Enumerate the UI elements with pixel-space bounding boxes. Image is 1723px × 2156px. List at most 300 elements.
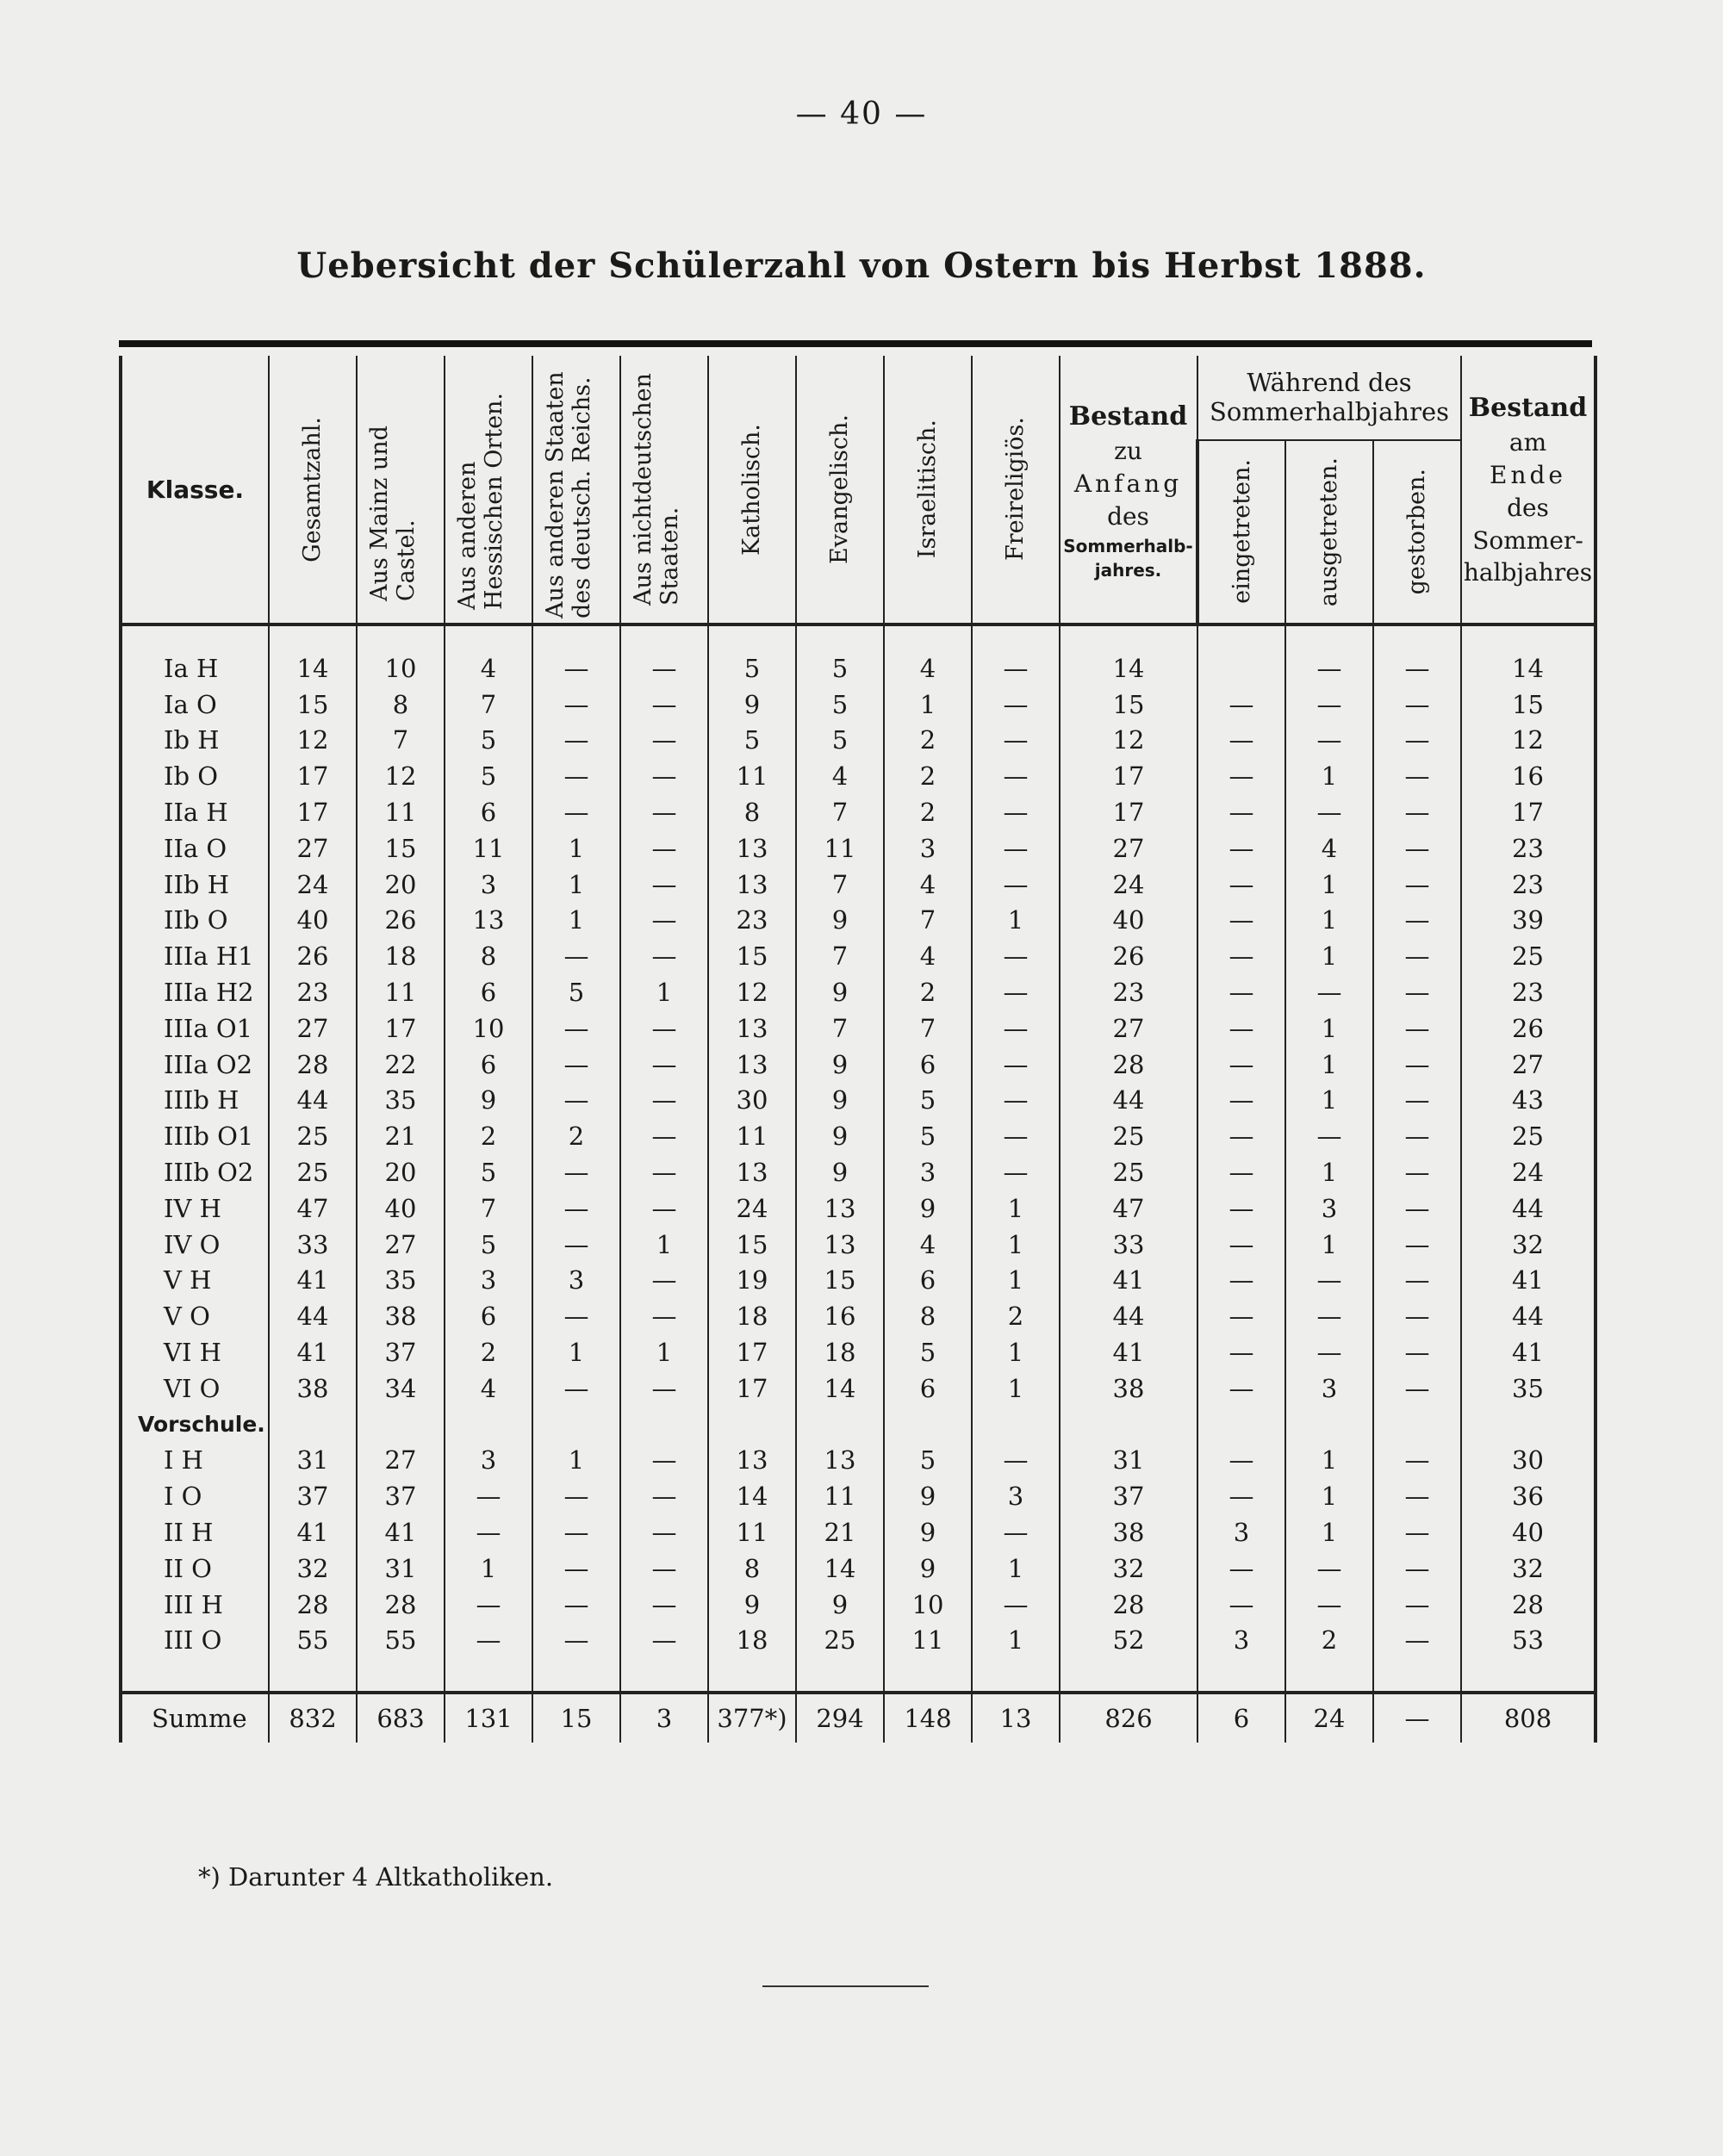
table-row [121, 794, 1595, 830]
table-cell [1060, 1407, 1197, 1443]
table-cell: 44 [269, 1298, 357, 1334]
table-cell: — [972, 1443, 1060, 1479]
row-label: IV O [121, 1227, 269, 1263]
row-label: II H [121, 1514, 269, 1550]
table-row [121, 1010, 1595, 1047]
table-cell: — [1197, 1154, 1285, 1190]
table-cell: — [620, 650, 708, 687]
header-klasse: Klasse. [121, 356, 269, 624]
header-katholisch: Katholisch. [708, 356, 796, 624]
table-cell: 31 [269, 1443, 357, 1479]
table-cell: 1 [1285, 1478, 1373, 1514]
table-cell: 25 [269, 1118, 357, 1154]
table-cell: 44 [1060, 1083, 1197, 1119]
table-cell: — [1373, 1443, 1461, 1479]
table-cell: — [1373, 1693, 1461, 1743]
table-cell: 1 [532, 903, 620, 939]
table-row [121, 1587, 1595, 1623]
table-cell: 1 [972, 1190, 1060, 1227]
table-row [121, 938, 1595, 974]
table-cell: 2 [445, 1118, 532, 1154]
table-cell: 18 [357, 938, 445, 974]
table-cell: 25 [1060, 1154, 1197, 1190]
row-label: IIIa H2 [121, 974, 269, 1010]
table-cell: 11 [357, 974, 445, 1010]
table-row [121, 758, 1595, 794]
table-cell: — [1373, 794, 1461, 830]
table-cell: 15 [708, 1227, 796, 1263]
table-cell: — [1373, 687, 1461, 723]
table-cell: 9 [884, 1190, 972, 1227]
table-cell: 1 [972, 903, 1060, 939]
table-cell: — [620, 1550, 708, 1587]
table-cell: 13 [796, 1227, 884, 1263]
section-row-vorschule [121, 1407, 1595, 1443]
table-cell: — [1373, 974, 1461, 1010]
table-row [121, 1550, 1595, 1587]
table-cell: 4 [884, 867, 972, 903]
table-cell: 20 [357, 867, 445, 903]
table-cell: — [1285, 794, 1373, 830]
table-cell: — [1373, 650, 1461, 687]
table-cell: 1 [620, 1227, 708, 1263]
table-cell: 13 [708, 1010, 796, 1047]
row-label: IIa O [121, 830, 269, 867]
table-cell: — [972, 650, 1060, 687]
table-cell: — [532, 1227, 620, 1263]
table-cell: 7 [796, 938, 884, 974]
table-cell: 5 [884, 1334, 972, 1370]
table-cell: 28 [1060, 1047, 1197, 1083]
table-cell: 4 [884, 1227, 972, 1263]
table-cell: 2 [884, 974, 972, 1010]
table-cell: 11 [708, 1118, 796, 1154]
table-cell: — [620, 1154, 708, 1190]
table-cell: 32 [1461, 1227, 1595, 1263]
table-cell: 3 [1285, 1370, 1373, 1407]
row-label: IIIa H1 [121, 938, 269, 974]
table-cell: 17 [708, 1334, 796, 1370]
table-cell: 44 [1060, 1298, 1197, 1334]
table-cell: — [1197, 758, 1285, 794]
table-cell: — [1285, 650, 1373, 687]
table-row [121, 1514, 1595, 1550]
table-row [121, 1478, 1595, 1514]
table-cell: 1 [972, 1334, 1060, 1370]
table-cell: 9 [796, 1083, 884, 1119]
table-cell: 14 [708, 1478, 796, 1514]
table-cell [796, 1407, 884, 1443]
table-cell: 18 [708, 1298, 796, 1334]
table-cell: 15 [796, 1263, 884, 1299]
table-cell: 131 [445, 1693, 532, 1743]
table-cell [708, 1658, 796, 1693]
table-cell: — [1285, 1263, 1373, 1299]
row-label: IV H [121, 1190, 269, 1227]
table-cell: 3 [445, 1443, 532, 1479]
table-cell: 41 [1060, 1334, 1197, 1370]
table-cell [1461, 1407, 1595, 1443]
table-cell: 10 [884, 1587, 972, 1623]
table-cell: — [1197, 1334, 1285, 1370]
table-cell: 33 [269, 1227, 357, 1263]
table-cell: — [620, 1263, 708, 1299]
table-cell: — [620, 1623, 708, 1659]
table-cell: — [1197, 723, 1285, 759]
table-cell: — [1197, 830, 1285, 867]
table-cell: — [620, 903, 708, 939]
table-cell: 6 [884, 1370, 972, 1407]
table-cell: — [532, 687, 620, 723]
table-cell: 294 [796, 1693, 884, 1743]
row-label: Ia O [121, 687, 269, 723]
table-row [121, 1370, 1595, 1407]
table-cell: 5 [884, 1118, 972, 1154]
table-cell: 38 [269, 1370, 357, 1407]
table-cell: 15 [708, 938, 796, 974]
header-deutsch: Aus anderen Staaten des deutsch. Reichs. [532, 356, 620, 624]
table-cell: 55 [269, 1623, 357, 1659]
header-eingetreten: eingetreten. [1197, 440, 1285, 624]
table-cell: 35 [357, 1083, 445, 1119]
table-cell: — [620, 1514, 708, 1550]
table-cell: 28 [1461, 1587, 1595, 1623]
table-row [121, 1083, 1595, 1119]
table-cell: — [620, 938, 708, 974]
table-cell: 11 [708, 758, 796, 794]
table-cell: 5 [796, 650, 884, 687]
table-cell: 17 [1060, 758, 1197, 794]
table-cell: — [1197, 1478, 1285, 1514]
table-cell: 3 [884, 1154, 972, 1190]
table-cell: 26 [269, 938, 357, 974]
header-hessisch: Aus anderen Hessischen Orten. [445, 356, 532, 624]
table-cell: 44 [1461, 1190, 1595, 1227]
row-label: VI H [121, 1334, 269, 1370]
table-cell: 17 [708, 1370, 796, 1407]
table-cell: — [532, 1478, 620, 1514]
table-cell: — [1197, 1227, 1285, 1263]
table-cell: 40 [269, 903, 357, 939]
table-cell: — [1197, 1010, 1285, 1047]
table-cell: 6 [445, 974, 532, 1010]
table-cell: — [1373, 1227, 1461, 1263]
table-cell: 4 [445, 1370, 532, 1407]
table-cell: 6 [884, 1047, 972, 1083]
table-cell: — [972, 938, 1060, 974]
table-cell: 18 [708, 1623, 796, 1659]
table-cell: 5 [884, 1443, 972, 1479]
table-cell [1285, 1658, 1373, 1693]
table-cell: — [445, 1514, 532, 1550]
table-cell: — [1373, 1298, 1461, 1334]
row-label: Ia H [121, 650, 269, 687]
table-cell: 16 [1461, 758, 1595, 794]
table-cell: 5 [884, 1083, 972, 1119]
table-cell: 8 [445, 938, 532, 974]
table-cell: 40 [1461, 1514, 1595, 1550]
row-label: IIb H [121, 867, 269, 903]
table-cell: 21 [357, 1118, 445, 1154]
table-cell: 35 [357, 1263, 445, 1299]
table-cell: 13 [796, 1443, 884, 1479]
table-cell: 8 [708, 794, 796, 830]
table-cell: 12 [269, 723, 357, 759]
table-cell: — [1373, 1047, 1461, 1083]
table-cell: 23 [1461, 830, 1595, 867]
table-cell: 13 [708, 867, 796, 903]
table-cell: — [1373, 1478, 1461, 1514]
table-cell: — [1285, 1550, 1373, 1587]
table-cell: 27 [1060, 830, 1197, 867]
table-cell: 9 [796, 1047, 884, 1083]
table-cell: 2 [884, 794, 972, 830]
table-cell: 15 [1060, 687, 1197, 723]
table-cell: — [1373, 1623, 1461, 1659]
table-cell: 26 [1060, 938, 1197, 974]
table-cell: 9 [796, 1118, 884, 1154]
header-israelitisch: Israelitisch. [884, 356, 972, 624]
table-cell: 27 [357, 1227, 445, 1263]
table-cell: — [532, 1623, 620, 1659]
table-cell: 24 [708, 1190, 796, 1227]
table-cell: 2 [1285, 1623, 1373, 1659]
table-cell: 14 [1461, 650, 1595, 687]
table-cell: 12 [357, 758, 445, 794]
table-cell [269, 1407, 357, 1443]
header-ausgetreten: ausgetreten. [1285, 440, 1373, 624]
table-cell [1197, 650, 1285, 687]
table-cell: 9 [708, 1587, 796, 1623]
table-cell: 53 [1461, 1623, 1595, 1659]
table-cell: — [620, 830, 708, 867]
row-label: IIIb O2 [121, 1154, 269, 1190]
row-label: IIIa O1 [121, 1010, 269, 1047]
table-cell: 6 [1197, 1693, 1285, 1743]
table-cell: 44 [1461, 1298, 1595, 1334]
table-cell: 37 [269, 1478, 357, 1514]
table-cell: 5 [708, 650, 796, 687]
table-cell: — [1285, 723, 1373, 759]
table-cell: 13 [796, 1190, 884, 1227]
page-title: Uebersicht der Schülerzahl von Ostern bis Herbst 1888. [296, 245, 1427, 286]
table-cell: 31 [357, 1550, 445, 1587]
row-label: IIIb H [121, 1083, 269, 1119]
table-cell: 25 [1060, 1118, 1197, 1154]
table-body [121, 624, 1595, 1743]
table-cell: 10 [357, 650, 445, 687]
table-cell: 5 [445, 723, 532, 759]
table-cell: 1 [1285, 938, 1373, 974]
table-cell: 6 [884, 1263, 972, 1299]
table-cell: 9 [796, 903, 884, 939]
table-cell [620, 1407, 708, 1443]
page-number: — 40 — [795, 96, 928, 132]
table-cell: 5 [532, 974, 620, 1010]
bottom-rule [762, 1985, 929, 1987]
table-cell [972, 1407, 1060, 1443]
table-cell: 1 [1285, 1443, 1373, 1479]
table-cell: — [972, 1514, 1060, 1550]
table-cell: — [532, 1550, 620, 1587]
table-cell: — [445, 1587, 532, 1623]
table-cell: 17 [357, 1010, 445, 1047]
table-cell: 9 [708, 687, 796, 723]
table-cell: 10 [445, 1010, 532, 1047]
table-cell: — [1197, 1587, 1285, 1623]
table-cell: 1 [1285, 1047, 1373, 1083]
table-cell: 3 [972, 1478, 1060, 1514]
table-cell: 11 [357, 794, 445, 830]
row-label: IIIb O1 [121, 1118, 269, 1154]
table-cell: 5 [708, 723, 796, 759]
table-cell: 47 [269, 1190, 357, 1227]
table-cell: 9 [884, 1550, 972, 1587]
table-row [121, 723, 1595, 759]
table-cell: 27 [1461, 1047, 1595, 1083]
table-cell: — [1197, 938, 1285, 974]
table-cell: 15 [1461, 687, 1595, 723]
table-cell [445, 1658, 532, 1693]
table-cell: — [1373, 1587, 1461, 1623]
row-label: IIb O [121, 903, 269, 939]
table-cell: — [1373, 1010, 1461, 1047]
table-row [121, 903, 1595, 939]
table-cell: — [532, 1298, 620, 1334]
table-cell: 32 [269, 1550, 357, 1587]
table-cell [532, 1658, 620, 1693]
table-cell: 41 [269, 1514, 357, 1550]
table-cell: 25 [1461, 1118, 1595, 1154]
table-cell: — [620, 1047, 708, 1083]
table-cell: — [620, 1190, 708, 1227]
table-cell [1373, 1658, 1461, 1693]
table-cell: — [972, 687, 1060, 723]
table-cell: 8 [708, 1550, 796, 1587]
table-cell: — [1373, 1370, 1461, 1407]
table-cell: — [972, 794, 1060, 830]
table-cell: — [1373, 1514, 1461, 1550]
table-cell: 4 [884, 650, 972, 687]
table-cell: — [1373, 938, 1461, 974]
table-cell: — [620, 1478, 708, 1514]
table-cell: — [1197, 687, 1285, 723]
table-cell: — [1197, 1083, 1285, 1119]
table-cell: 21 [796, 1514, 884, 1550]
table-cell: — [620, 687, 708, 723]
table-cell: 25 [1461, 938, 1595, 974]
table-cell: 19 [708, 1263, 796, 1299]
table-cell: — [532, 1083, 620, 1119]
table-cell: — [532, 650, 620, 687]
table-cell: 31 [1060, 1443, 1197, 1479]
table-cell: 9 [796, 1154, 884, 1190]
table-cell: 17 [1461, 794, 1595, 830]
table-cell: 5 [445, 758, 532, 794]
table-cell: 13 [708, 1443, 796, 1479]
table-cell: 2 [972, 1298, 1060, 1334]
table-cell: 9 [884, 1514, 972, 1550]
table-cell: 25 [796, 1623, 884, 1659]
table-cell: 37 [357, 1334, 445, 1370]
table-cell: 1 [972, 1550, 1060, 1587]
table-cell: 11 [884, 1623, 972, 1659]
table-cell: 2 [532, 1118, 620, 1154]
table-cell: — [1373, 1190, 1461, 1227]
table-cell: — [1197, 1047, 1285, 1083]
table-cell: 41 [269, 1334, 357, 1370]
table-cell: — [1373, 1550, 1461, 1587]
table-cell: 44 [269, 1083, 357, 1119]
table-cell: — [620, 758, 708, 794]
table-cell: 38 [1060, 1370, 1197, 1407]
table-cell: 32 [1060, 1550, 1197, 1587]
table-cell: — [1197, 1298, 1285, 1334]
table-cell: 1 [972, 1227, 1060, 1263]
table-row [121, 1118, 1595, 1154]
table-cell: — [620, 1587, 708, 1623]
table-cell: — [532, 1514, 620, 1550]
table-cell: 13 [972, 1693, 1060, 1743]
table-cell [620, 1658, 708, 1693]
table-cell [532, 1407, 620, 1443]
table-cell [1461, 1658, 1595, 1693]
table-cell: 28 [269, 1587, 357, 1623]
header-bestand-ende: Bestand am Ende des Sommer- halbjahres [1461, 356, 1595, 624]
table-cell: 6 [445, 794, 532, 830]
table-cell: — [620, 1370, 708, 1407]
table-cell: 1 [532, 1443, 620, 1479]
table-cell: — [532, 794, 620, 830]
table-cell: 13 [708, 1047, 796, 1083]
table-cell [884, 1407, 972, 1443]
table-cell: 1 [884, 687, 972, 723]
table-cell: 30 [708, 1083, 796, 1119]
table-cell: 5 [796, 723, 884, 759]
table-cell: 23 [1461, 867, 1595, 903]
table-cell: — [532, 723, 620, 759]
table-cell: 16 [796, 1298, 884, 1334]
table-cell: 22 [357, 1047, 445, 1083]
table-cell: 2 [445, 1334, 532, 1370]
table-cell: 12 [1461, 723, 1595, 759]
table-cell [357, 1407, 445, 1443]
table-cell: — [620, 1010, 708, 1047]
table-row [121, 1298, 1595, 1334]
table-cell: 3 [445, 1263, 532, 1299]
table-cell: 24 [1285, 1693, 1373, 1743]
table-cell: 5 [445, 1227, 532, 1263]
table-cell: 1 [1285, 1227, 1373, 1263]
table-cell: 13 [445, 903, 532, 939]
table-cell: — [972, 974, 1060, 1010]
table-cell: 23 [1060, 974, 1197, 1010]
table-cell: 7 [357, 723, 445, 759]
footnote: *) Darunter 4 Altkatholiken. [198, 1862, 554, 1892]
table-cell: 38 [357, 1298, 445, 1334]
table-cell: 41 [1060, 1263, 1197, 1299]
table-cell: 23 [269, 974, 357, 1010]
table-cell: 1 [1285, 1514, 1373, 1550]
table-cell: — [972, 1047, 1060, 1083]
table-cell: 4 [445, 650, 532, 687]
table-cell: 7 [884, 903, 972, 939]
row-label: Summe [121, 1693, 269, 1743]
row-label: IIIa O2 [121, 1047, 269, 1083]
table-cell: — [532, 1190, 620, 1227]
table-header [121, 356, 1595, 624]
table-cell: 7 [796, 867, 884, 903]
